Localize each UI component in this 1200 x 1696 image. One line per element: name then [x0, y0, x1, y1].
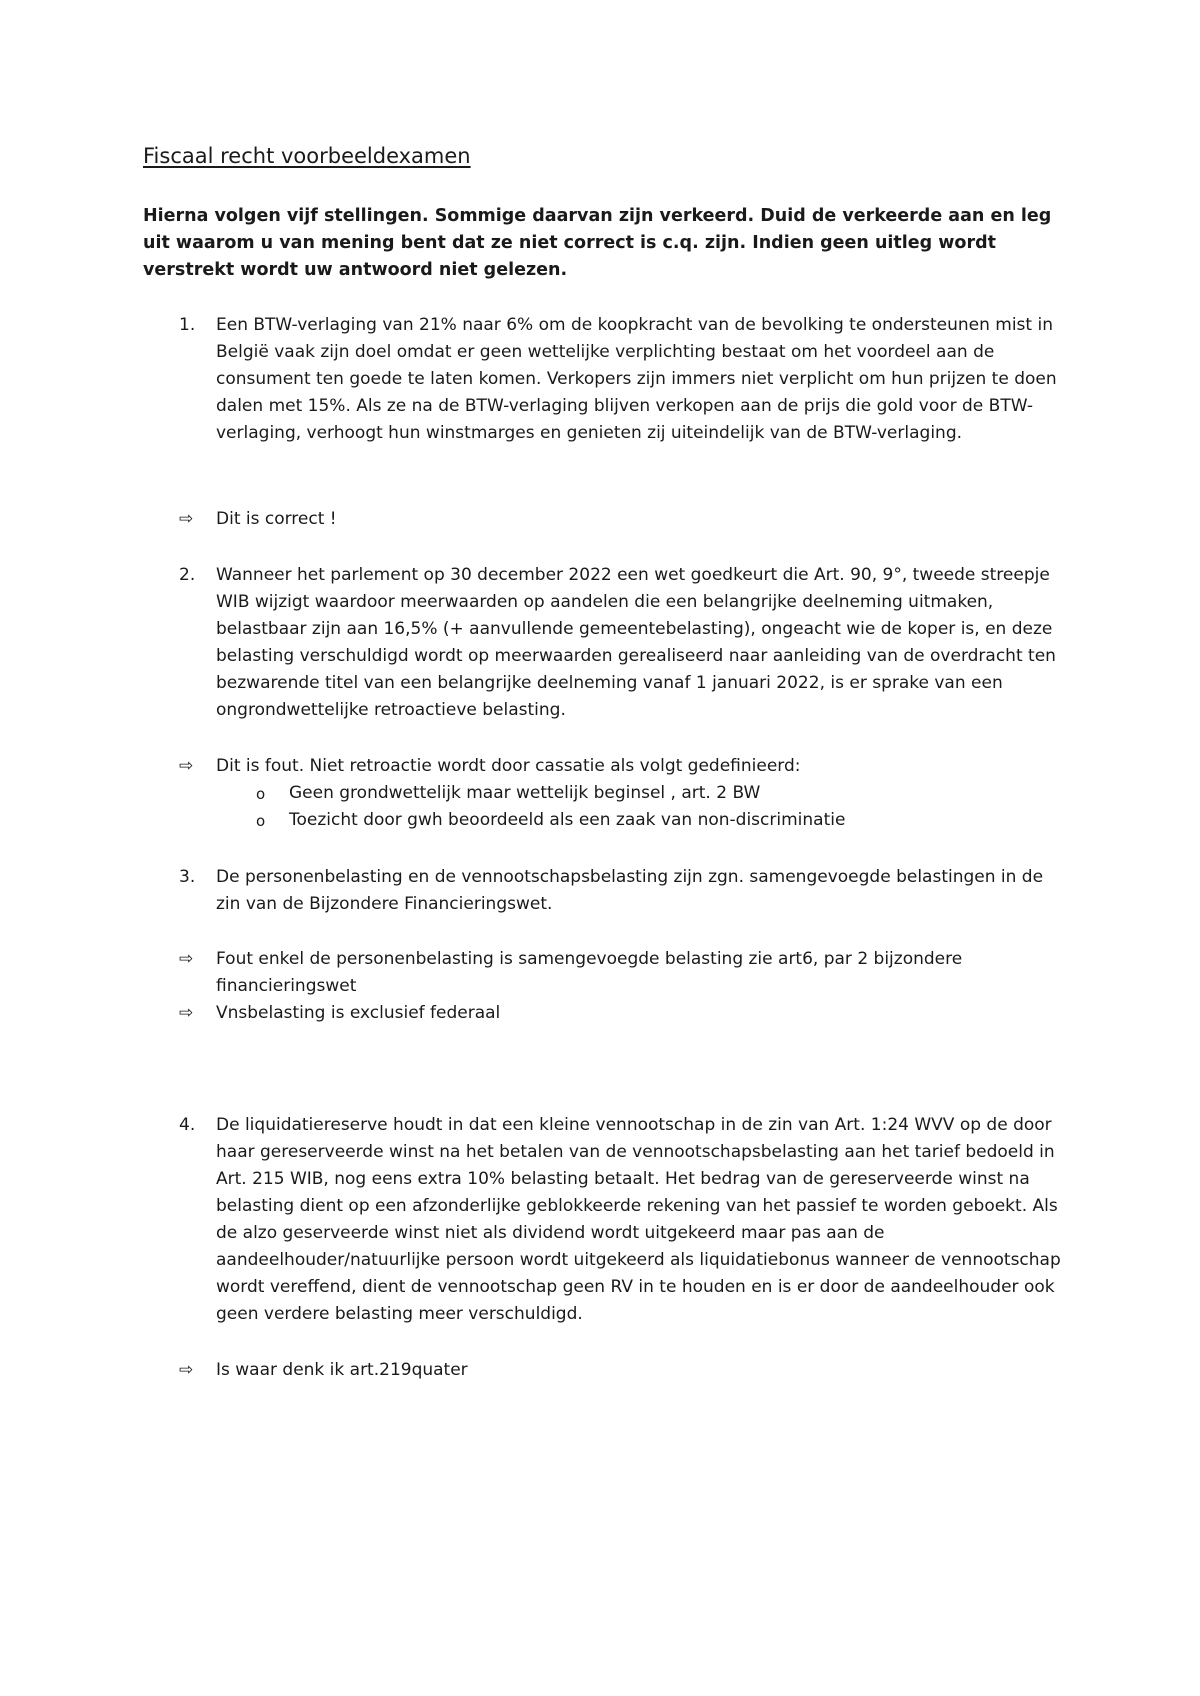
statement-number: 4.	[179, 1115, 196, 1135]
bullet-icon: o	[256, 812, 266, 830]
arrow-right-icon: ⇨	[179, 509, 194, 529]
arrow-right-icon: ⇨	[179, 1360, 194, 1380]
answer-4	[143, 1357, 1063, 1384]
instructions: Hierna volgen vijf stellingen. Sommige daarvan zijn verkeerd. Duid de verkeerde aan en leg uit waarom u van mening bent dat ze niet correct is c.q. zijn. Indien geen uitleg wordt verstrekt wordt uw antwoord niet gelezen.	[143, 206, 1052, 280]
answer-text: Is waar denk ik art.219quater	[216, 1360, 468, 1380]
answer-2-subpoints	[143, 780, 1063, 840]
answer-text: Vnsbelasting is exclusief federaal	[216, 1003, 501, 1023]
bullet-icon: o	[256, 785, 266, 803]
statement-1	[143, 312, 1063, 447]
statement-text: De liquidatiereserve houdt in dat een kleine vennootschap in de zin van Art. 1:24 WVV op de door haar gereserveerde winst na het betalen van de vennootschapsbelasting aan het tarief bedoeld in Art. 215 WIB, nog eens extra 10% belasting betaalt. Het bedrag van de gereserveerde winst na belasting dient op een afzonderlijke geblokkeerde rekening van het passief te worden geboekt. Als de alzo geserveerde winst niet als dividend wordt uitgekeerd maar pas aan de aandeelhouder/natuurlijke persoon wordt uitgekeerd als liquidatiebonus wanneer de vennootschap wordt vereffend, dient de vennootschap geen RV in te houden en is er door de aandeelhouder ook geen verdere belasting meer verschuldigd.	[216, 1115, 1061, 1324]
arrow-right-icon: ⇨	[179, 949, 194, 969]
statement-number: 3.	[179, 867, 196, 887]
statement-text: De personenbelasting en de vennootschapsbelasting zijn zgn. samengevoegde belastingen in de zin van de Bijzondere Financieringswet.	[216, 867, 1044, 914]
subpoint-text: Toezicht door gwh beoordeeld als een zaak van non-discriminatie	[289, 810, 846, 830]
statement-4	[143, 1112, 1063, 1328]
statement-2	[143, 562, 1063, 724]
answer-3b	[143, 1000, 1063, 1027]
statement-text: Een BTW-verlaging van 21% naar 6% om de koopkracht van de bevolking te ondersteunen mist in België vaak zijn doel omdat er geen wettelijke verplichting bestaat om het voordeel aan de consument ten goede te laten komen. Verkopers zijn immers niet verplicht om hun prijzen te doen dalen met 15%. Als ze na de BTW-verlaging blijven verkopen aan de prijs die gold voor de BTW-verlaging, verhoogt hun winstmarges en genieten zij uiteindelijk van de BTW-verlaging.	[216, 315, 1057, 443]
answer-text: Dit is correct !	[216, 509, 337, 529]
statement-text: Wanneer het parlement op 30 december 2022 een wet goedkeurt die Art. 90, 9°, tweede streepje WIB wijzigt waardoor meerwaarden op aandelen die een belangrijke deelneming uitmaken, belastbaar zijn aan 16,5% (+ aanvullende gemeentebelasting), ongeacht wie de koper is, en deze belasting verschuldigd wordt op meerwaarden gerealiseerd naar aanleiding van de overdracht ten bezwarende titel van een belangrijke deelneming vanaf 1 januari 2022, is er sprake van een ongrondwettelijke retroactieve belasting.	[216, 565, 1056, 720]
document-title: Fiscaal recht voorbeeldexamen	[143, 144, 471, 168]
arrow-right-icon: ⇨	[179, 1003, 194, 1023]
arrow-right-icon: ⇨	[179, 756, 194, 776]
answer-1	[143, 506, 1063, 533]
answer-2	[143, 753, 1063, 780]
answer-text: Fout enkel de personenbelasting is samengevoegde belasting zie art6, par 2 bijzondere financieringswet	[216, 949, 963, 996]
subpoint-text: Geen grondwettelijk maar wettelijk beginsel , art. 2 BW	[289, 783, 761, 803]
statement-number: 1.	[179, 315, 196, 335]
answer-3	[143, 946, 1063, 1000]
statement-3	[143, 864, 1063, 918]
statement-number: 2.	[179, 565, 196, 585]
answer-text: Dit is fout. Niet retroactie wordt door cassatie als volgt gedefinieerd:	[216, 756, 801, 776]
